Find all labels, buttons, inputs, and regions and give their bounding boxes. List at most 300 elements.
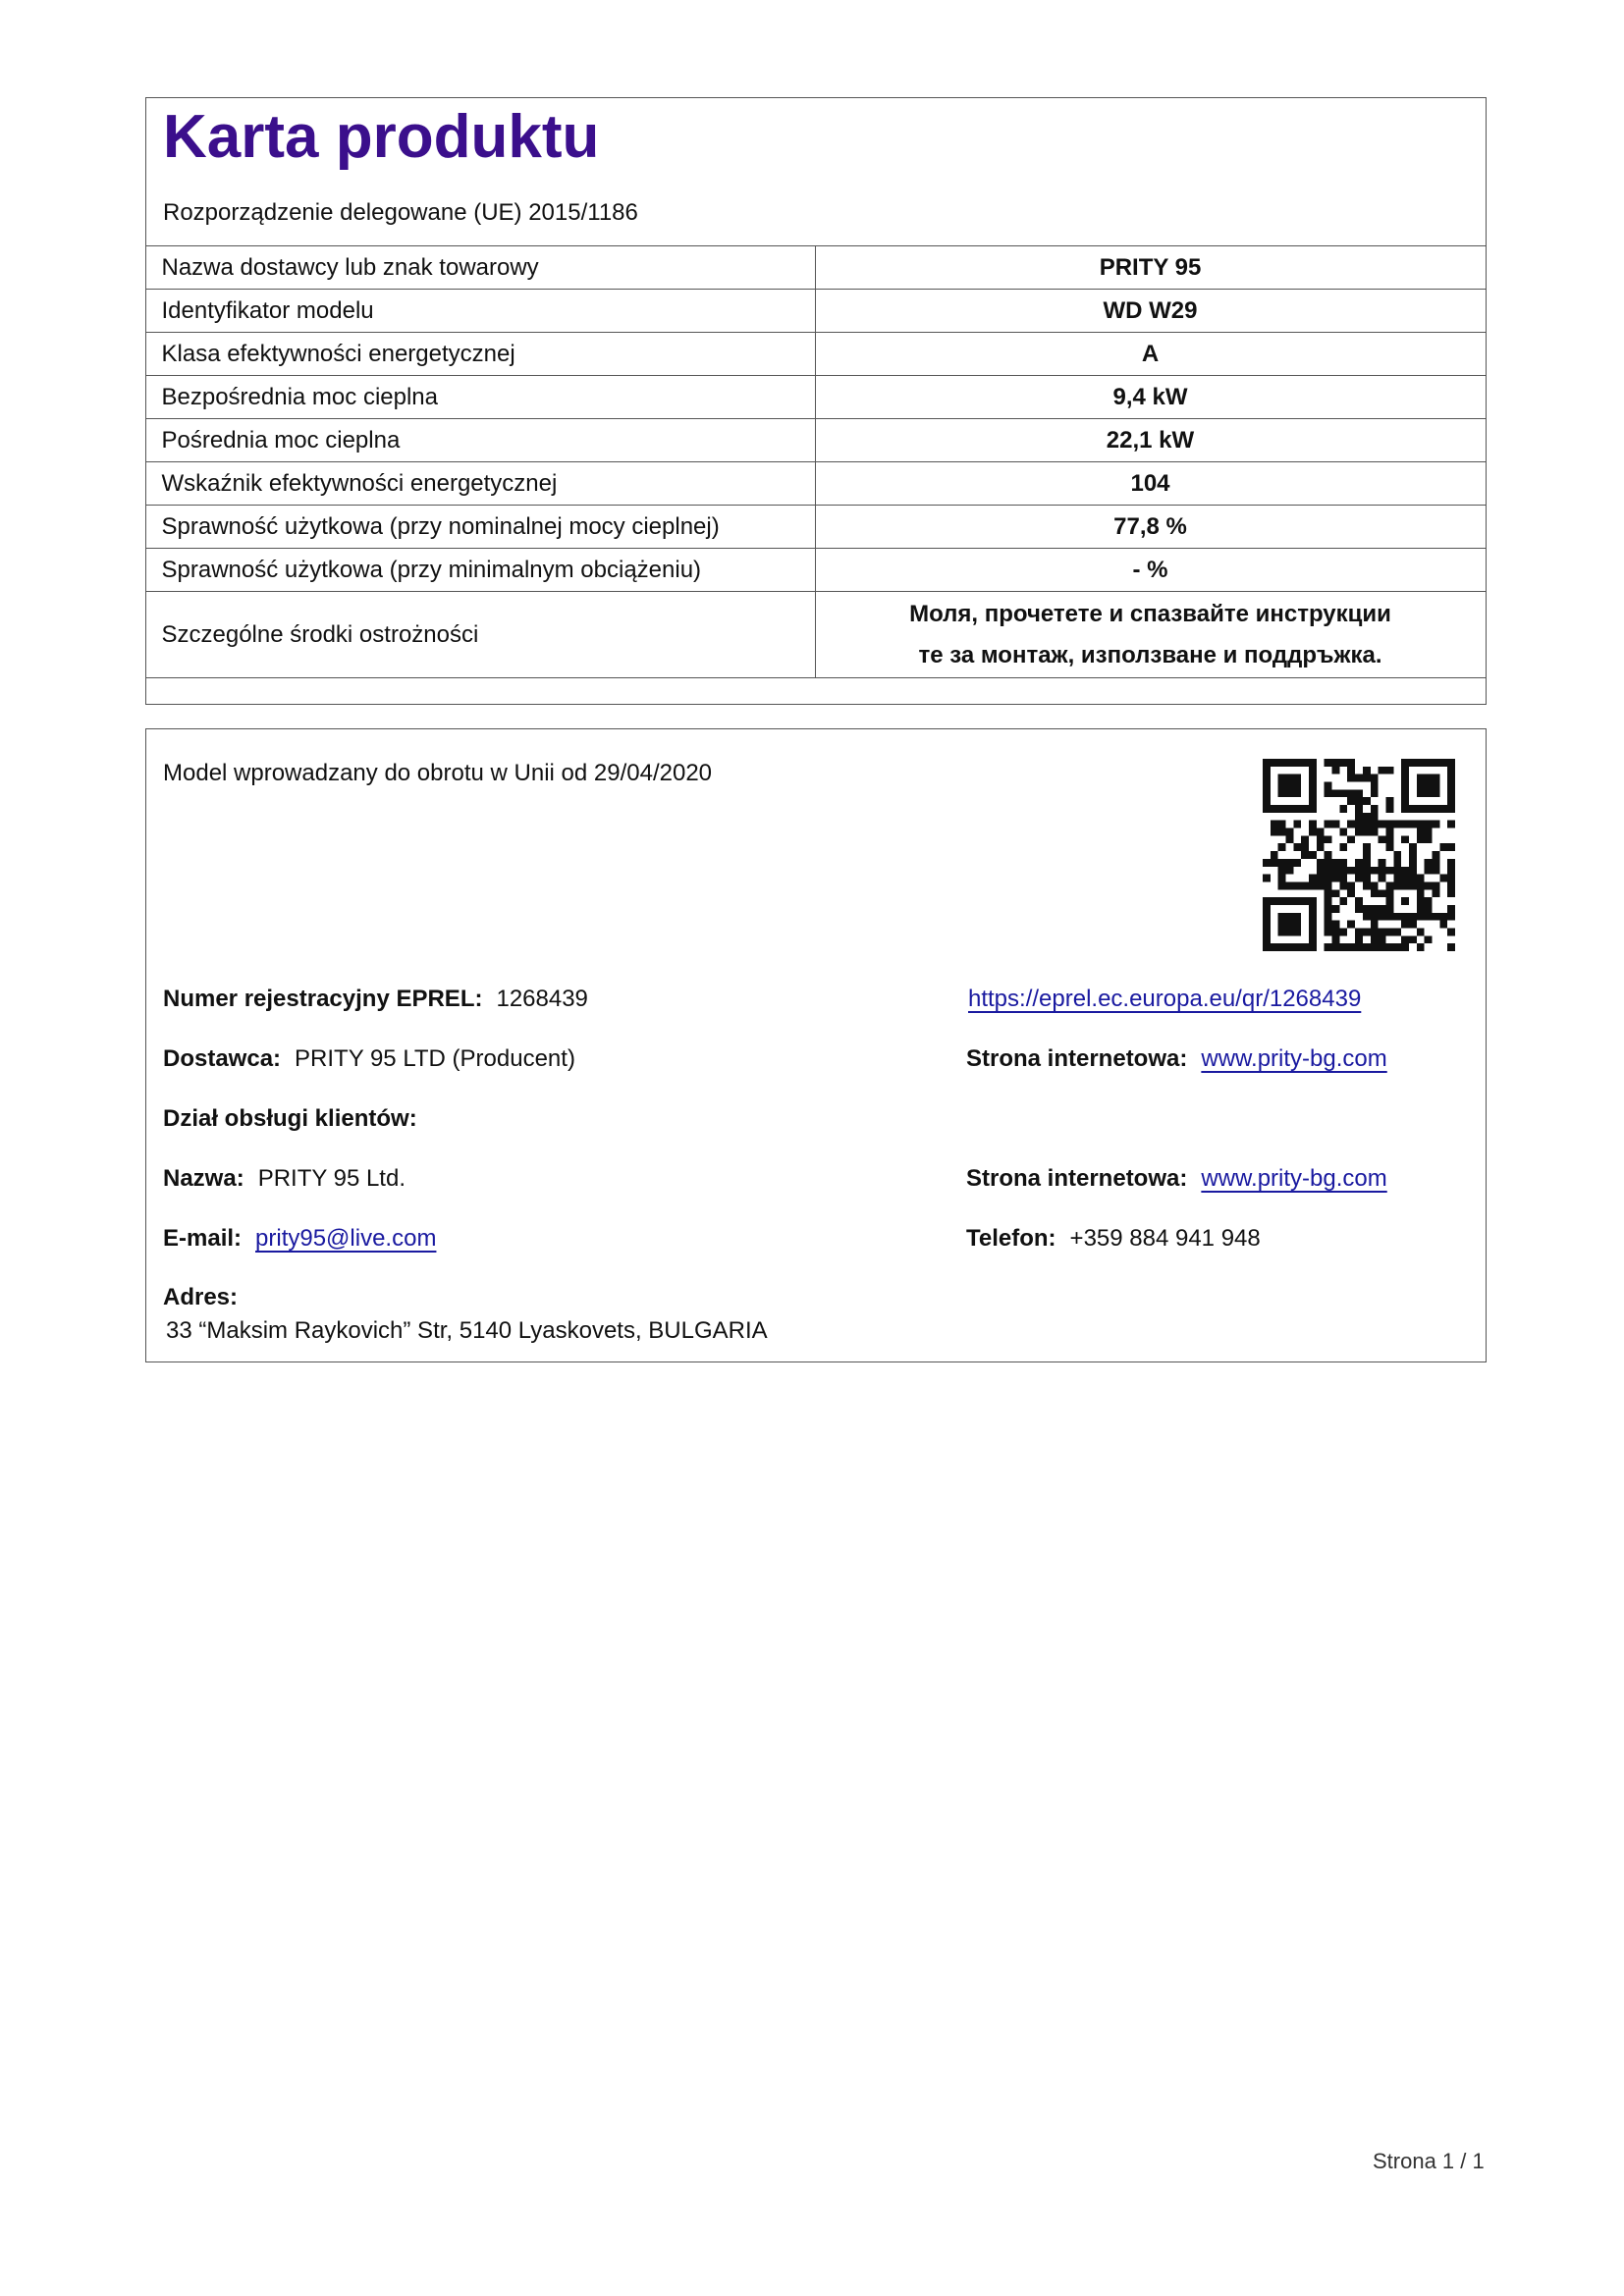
qr-module bbox=[1432, 881, 1439, 889]
eprel-link[interactable]: https://eprel.ec.europa.eu/qr/1268439 bbox=[968, 986, 1362, 1012]
row-label: Nazwa dostawcy lub znak towarowy bbox=[145, 246, 815, 290]
qr-module bbox=[1355, 935, 1363, 943]
qr-module bbox=[1447, 875, 1455, 882]
qr-module bbox=[1379, 889, 1386, 897]
page-title: Karta produktu bbox=[163, 103, 600, 171]
qr-module bbox=[1325, 889, 1332, 897]
qr-module bbox=[1339, 943, 1347, 951]
qr-module bbox=[1355, 774, 1363, 782]
qr-module bbox=[1425, 805, 1433, 813]
qr-module bbox=[1301, 759, 1309, 767]
table-row bbox=[145, 333, 1486, 376]
qr-module bbox=[1309, 821, 1317, 828]
qr-module bbox=[1271, 943, 1278, 951]
qr-module bbox=[1332, 928, 1340, 935]
qr-module bbox=[1347, 943, 1355, 951]
qr-module bbox=[1371, 867, 1379, 875]
qr-module bbox=[1278, 759, 1286, 767]
qr-module bbox=[1447, 797, 1455, 805]
qr-module bbox=[1385, 943, 1393, 951]
spec-table bbox=[145, 245, 1487, 678]
qr-module bbox=[1332, 935, 1340, 943]
qr-module bbox=[1317, 843, 1325, 851]
qr-module bbox=[1325, 913, 1332, 921]
qr-module bbox=[1278, 789, 1286, 797]
table-row bbox=[145, 549, 1486, 592]
qr-module bbox=[1363, 851, 1371, 859]
name-label: Nazwa: bbox=[163, 1165, 244, 1192]
qr-module bbox=[1363, 928, 1371, 935]
qr-module bbox=[1301, 881, 1309, 889]
qr-module bbox=[1263, 789, 1271, 797]
eprel-row bbox=[163, 985, 588, 1014]
qr-module bbox=[1293, 843, 1301, 851]
qr-module bbox=[1417, 835, 1425, 843]
qr-module bbox=[1439, 921, 1447, 929]
address-label: Adres: bbox=[163, 1284, 239, 1310]
qr-module bbox=[1363, 774, 1371, 782]
qr-module bbox=[1393, 913, 1401, 921]
qr-module bbox=[1447, 782, 1455, 790]
service-heading: Dział obsługi klientów: bbox=[163, 1105, 417, 1132]
qr-module bbox=[1379, 859, 1386, 867]
qr-module bbox=[1325, 859, 1332, 867]
row-label: Sprawność użytkowa (przy nominalnej mocy cieplnej) bbox=[145, 506, 815, 549]
qr-module bbox=[1271, 821, 1278, 828]
qr-module bbox=[1363, 821, 1371, 828]
eprel-label: Numer rejestracyjny EPREL: bbox=[163, 986, 483, 1012]
table-row bbox=[145, 376, 1486, 419]
website2-link[interactable]: www.prity-bg.com bbox=[1201, 1165, 1387, 1192]
qr-module bbox=[1347, 867, 1355, 875]
qr-module bbox=[1379, 767, 1386, 774]
qr-module bbox=[1417, 821, 1425, 828]
qr-module bbox=[1332, 767, 1340, 774]
qr-module bbox=[1425, 789, 1433, 797]
qr-module bbox=[1263, 767, 1271, 774]
email-link[interactable]: prity95@live.com bbox=[255, 1225, 437, 1252]
qr-module bbox=[1278, 943, 1286, 951]
qr-module bbox=[1271, 805, 1278, 813]
qr-module bbox=[1309, 913, 1317, 921]
qr-module bbox=[1417, 897, 1425, 905]
qr-module bbox=[1309, 782, 1317, 790]
qr-module bbox=[1425, 821, 1433, 828]
qr-module bbox=[1309, 921, 1317, 929]
qr-module bbox=[1447, 821, 1455, 828]
qr-module bbox=[1371, 782, 1379, 790]
qr-module bbox=[1325, 782, 1332, 790]
qr-module bbox=[1293, 821, 1301, 828]
qr-module bbox=[1325, 943, 1332, 951]
qr-module bbox=[1325, 851, 1332, 859]
qr-module bbox=[1417, 759, 1425, 767]
qr-module bbox=[1385, 913, 1393, 921]
qr-module bbox=[1417, 805, 1425, 813]
qr-module bbox=[1332, 889, 1340, 897]
website2-row bbox=[966, 1164, 1387, 1194]
qr-module bbox=[1355, 789, 1363, 797]
qr-module bbox=[1293, 943, 1301, 951]
qr-module bbox=[1286, 867, 1294, 875]
qr-module bbox=[1278, 859, 1286, 867]
qr-module bbox=[1278, 921, 1286, 929]
qr-module bbox=[1347, 835, 1355, 843]
qr-module bbox=[1271, 759, 1278, 767]
row-value bbox=[815, 592, 1486, 678]
row-label: Bezpośrednia moc cieplna bbox=[145, 376, 815, 419]
website-label: Strona internetowa: bbox=[966, 1045, 1188, 1072]
qr-module bbox=[1393, 928, 1401, 935]
qr-module bbox=[1425, 897, 1433, 905]
qr-module bbox=[1409, 921, 1417, 929]
qr-module bbox=[1385, 889, 1393, 897]
name-value: PRITY 95 Ltd. bbox=[257, 1165, 406, 1192]
qr-module bbox=[1371, 913, 1379, 921]
qr-module bbox=[1325, 881, 1332, 889]
qr-module bbox=[1355, 828, 1363, 836]
qr-module bbox=[1385, 805, 1393, 813]
qr-module bbox=[1347, 881, 1355, 889]
qr-module bbox=[1278, 867, 1286, 875]
qr-module bbox=[1317, 881, 1325, 889]
qr-module bbox=[1286, 774, 1294, 782]
qr-module bbox=[1278, 897, 1286, 905]
qr-module bbox=[1325, 921, 1332, 929]
qr-module bbox=[1301, 851, 1309, 859]
qr-module bbox=[1385, 881, 1393, 889]
qr-module bbox=[1447, 805, 1455, 813]
qr-module bbox=[1301, 943, 1309, 951]
qr-module bbox=[1263, 913, 1271, 921]
qr-module bbox=[1371, 881, 1379, 889]
qr-module bbox=[1409, 843, 1417, 851]
qr-module bbox=[1425, 913, 1433, 921]
row-label: Identyfikator modelu bbox=[145, 290, 815, 333]
qr-module bbox=[1379, 928, 1386, 935]
qr-module bbox=[1317, 828, 1325, 836]
qr-module bbox=[1286, 913, 1294, 921]
qr-module bbox=[1417, 889, 1425, 897]
qr-module bbox=[1393, 867, 1401, 875]
qr-module bbox=[1432, 851, 1439, 859]
table-row bbox=[145, 290, 1486, 333]
qr-module bbox=[1263, 859, 1271, 867]
qr-module bbox=[1286, 921, 1294, 929]
qr-module bbox=[1363, 767, 1371, 774]
qr-module bbox=[1379, 821, 1386, 828]
qr-module bbox=[1263, 943, 1271, 951]
qr-module bbox=[1385, 843, 1393, 851]
qr-module bbox=[1385, 797, 1393, 805]
qr-module bbox=[1363, 881, 1371, 889]
qr-module bbox=[1371, 889, 1379, 897]
qr-module bbox=[1309, 828, 1317, 836]
qr-module bbox=[1393, 821, 1401, 828]
email-label: E-mail: bbox=[163, 1225, 243, 1252]
qr-module bbox=[1278, 805, 1286, 813]
qr-module bbox=[1355, 805, 1363, 813]
qr-module bbox=[1293, 897, 1301, 905]
qr-module bbox=[1371, 789, 1379, 797]
qr-module bbox=[1379, 905, 1386, 913]
website2-label: Strona internetowa: bbox=[966, 1165, 1188, 1192]
eprel-link-row bbox=[968, 985, 1361, 1014]
qr-module bbox=[1325, 928, 1332, 935]
qr-module bbox=[1355, 928, 1363, 935]
qr-module bbox=[1309, 928, 1317, 935]
qr-module bbox=[1339, 881, 1347, 889]
qr-module bbox=[1371, 774, 1379, 782]
row-value: WD W29 bbox=[815, 290, 1486, 333]
qr-module bbox=[1401, 759, 1409, 767]
qr-module bbox=[1286, 835, 1294, 843]
qr-module bbox=[1355, 943, 1363, 951]
qr-module bbox=[1339, 875, 1347, 882]
qr-module bbox=[1309, 797, 1317, 805]
phone-value: +359 884 941 948 bbox=[1069, 1225, 1261, 1252]
qr-module bbox=[1293, 805, 1301, 813]
qr-module bbox=[1409, 875, 1417, 882]
qr-module bbox=[1393, 875, 1401, 882]
qr-module bbox=[1347, 889, 1355, 897]
qr-module bbox=[1263, 797, 1271, 805]
service-heading-row bbox=[163, 1104, 431, 1134]
qr-module bbox=[1401, 821, 1409, 828]
qr-module bbox=[1425, 935, 1433, 943]
qr-module bbox=[1293, 774, 1301, 782]
qr-code-icon[interactable] bbox=[1263, 759, 1455, 951]
qr-module bbox=[1393, 881, 1401, 889]
qr-module bbox=[1363, 813, 1371, 821]
qr-module bbox=[1293, 789, 1301, 797]
qr-module bbox=[1309, 881, 1317, 889]
qr-module bbox=[1293, 921, 1301, 929]
qr-module bbox=[1309, 851, 1317, 859]
qr-module bbox=[1347, 921, 1355, 929]
qr-module bbox=[1317, 875, 1325, 882]
qr-module bbox=[1385, 867, 1393, 875]
website-link[interactable]: www.prity-bg.com bbox=[1201, 1045, 1387, 1072]
qr-module bbox=[1355, 905, 1363, 913]
qr-module bbox=[1332, 789, 1340, 797]
qr-module bbox=[1447, 859, 1455, 867]
page-number: Strona 1 / 1 bbox=[1373, 2149, 1485, 2173]
qr-module bbox=[1363, 859, 1371, 867]
qr-module bbox=[1363, 867, 1371, 875]
qr-module bbox=[1339, 843, 1347, 851]
qr-module bbox=[1371, 813, 1379, 821]
qr-module bbox=[1371, 828, 1379, 836]
qr-module bbox=[1325, 821, 1332, 828]
qr-module bbox=[1309, 897, 1317, 905]
qr-module bbox=[1409, 881, 1417, 889]
qr-module bbox=[1417, 881, 1425, 889]
qr-module bbox=[1286, 859, 1294, 867]
qr-module bbox=[1286, 928, 1294, 935]
qr-module bbox=[1332, 759, 1340, 767]
qr-module bbox=[1271, 851, 1278, 859]
qr-module bbox=[1409, 759, 1417, 767]
row-value-line: Моля, прочетете и спазвайте инструкции bbox=[909, 600, 1391, 627]
qr-module bbox=[1417, 913, 1425, 921]
qr-module bbox=[1263, 905, 1271, 913]
qr-module bbox=[1447, 843, 1455, 851]
qr-module bbox=[1309, 943, 1317, 951]
qr-module bbox=[1447, 928, 1455, 935]
qr-module bbox=[1355, 797, 1363, 805]
qr-module bbox=[1347, 797, 1355, 805]
qr-module bbox=[1417, 943, 1425, 951]
qr-module bbox=[1379, 913, 1386, 921]
qr-module bbox=[1278, 875, 1286, 882]
qr-module bbox=[1325, 789, 1332, 797]
qr-module bbox=[1363, 843, 1371, 851]
qr-module bbox=[1339, 789, 1347, 797]
qr-module bbox=[1301, 835, 1309, 843]
supplier-info-box bbox=[145, 728, 1487, 1362]
name-row bbox=[163, 1164, 406, 1194]
qr-module bbox=[1417, 828, 1425, 836]
row-label: Wskaźnik efektywności energetycznej bbox=[145, 462, 815, 506]
qr-module bbox=[1371, 928, 1379, 935]
phone-row bbox=[966, 1224, 1261, 1254]
qr-module bbox=[1432, 774, 1439, 782]
qr-module bbox=[1379, 943, 1386, 951]
qr-module bbox=[1401, 897, 1409, 905]
qr-module bbox=[1347, 774, 1355, 782]
qr-module bbox=[1339, 867, 1347, 875]
qr-module bbox=[1363, 943, 1371, 951]
qr-module bbox=[1385, 767, 1393, 774]
qr-module bbox=[1447, 767, 1455, 774]
qr-module bbox=[1286, 782, 1294, 790]
qr-module bbox=[1309, 767, 1317, 774]
qr-module bbox=[1263, 782, 1271, 790]
qr-module bbox=[1371, 805, 1379, 813]
qr-module bbox=[1263, 935, 1271, 943]
qr-module bbox=[1309, 759, 1317, 767]
qr-module bbox=[1278, 928, 1286, 935]
qr-module bbox=[1278, 821, 1286, 828]
qr-module bbox=[1355, 859, 1363, 867]
qr-module bbox=[1339, 859, 1347, 867]
qr-module bbox=[1379, 867, 1386, 875]
qr-module bbox=[1425, 759, 1433, 767]
product-card-box bbox=[145, 97, 1487, 705]
qr-module bbox=[1286, 789, 1294, 797]
qr-module bbox=[1339, 928, 1347, 935]
qr-module bbox=[1447, 867, 1455, 875]
phone-label: Telefon: bbox=[966, 1225, 1056, 1252]
qr-module bbox=[1379, 875, 1386, 882]
row-label: Szczególne środki ostrożności bbox=[145, 592, 815, 678]
qr-module bbox=[1409, 805, 1417, 813]
qr-module bbox=[1278, 881, 1286, 889]
qr-module bbox=[1332, 867, 1340, 875]
qr-module bbox=[1309, 789, 1317, 797]
qr-module bbox=[1447, 913, 1455, 921]
qr-module bbox=[1347, 767, 1355, 774]
qr-module bbox=[1347, 789, 1355, 797]
qr-module bbox=[1425, 774, 1433, 782]
qr-module bbox=[1447, 774, 1455, 782]
qr-module bbox=[1278, 782, 1286, 790]
qr-module bbox=[1355, 813, 1363, 821]
qr-module bbox=[1309, 905, 1317, 913]
qr-module bbox=[1325, 835, 1332, 843]
qr-module bbox=[1293, 928, 1301, 935]
qr-module bbox=[1271, 859, 1278, 867]
qr-module bbox=[1363, 828, 1371, 836]
qr-module bbox=[1301, 897, 1309, 905]
qr-module bbox=[1363, 875, 1371, 882]
qr-module bbox=[1401, 797, 1409, 805]
qr-module bbox=[1301, 805, 1309, 813]
qr-module bbox=[1371, 921, 1379, 929]
qr-module bbox=[1325, 905, 1332, 913]
qr-module bbox=[1339, 897, 1347, 905]
qr-module bbox=[1432, 805, 1439, 813]
qr-module bbox=[1409, 867, 1417, 875]
qr-module bbox=[1263, 805, 1271, 813]
row-value: A bbox=[815, 333, 1486, 376]
qr-module bbox=[1393, 851, 1401, 859]
qr-module bbox=[1371, 943, 1379, 951]
qr-module bbox=[1332, 921, 1340, 929]
qr-module bbox=[1286, 881, 1294, 889]
row-value: 77,8 % bbox=[815, 506, 1486, 549]
qr-module bbox=[1385, 905, 1393, 913]
qr-module bbox=[1293, 913, 1301, 921]
supplier-row bbox=[163, 1044, 575, 1074]
qr-module bbox=[1355, 875, 1363, 882]
qr-module bbox=[1401, 774, 1409, 782]
qr-module bbox=[1309, 805, 1317, 813]
qr-module bbox=[1417, 782, 1425, 790]
qr-module bbox=[1447, 759, 1455, 767]
qr-module bbox=[1425, 867, 1433, 875]
qr-module bbox=[1425, 905, 1433, 913]
qr-module bbox=[1401, 782, 1409, 790]
qr-module bbox=[1339, 759, 1347, 767]
qr-module bbox=[1409, 935, 1417, 943]
qr-module bbox=[1293, 782, 1301, 790]
qr-module bbox=[1385, 821, 1393, 828]
qr-module bbox=[1417, 905, 1425, 913]
qr-module bbox=[1417, 875, 1425, 882]
qr-module bbox=[1401, 867, 1409, 875]
table-row bbox=[145, 592, 1486, 678]
qr-module bbox=[1447, 889, 1455, 897]
table-row bbox=[145, 506, 1486, 549]
row-label: Pośrednia moc cieplna bbox=[145, 419, 815, 462]
email-row bbox=[163, 1224, 436, 1254]
qr-module bbox=[1432, 913, 1439, 921]
qr-module bbox=[1278, 774, 1286, 782]
qr-module bbox=[1425, 859, 1433, 867]
qr-module bbox=[1439, 805, 1447, 813]
qr-module bbox=[1401, 789, 1409, 797]
qr-module bbox=[1293, 759, 1301, 767]
qr-module bbox=[1263, 875, 1271, 882]
qr-module bbox=[1271, 828, 1278, 836]
qr-module bbox=[1339, 805, 1347, 813]
qr-module bbox=[1278, 843, 1286, 851]
qr-module bbox=[1385, 897, 1393, 905]
qr-module bbox=[1347, 759, 1355, 767]
qr-module bbox=[1401, 881, 1409, 889]
